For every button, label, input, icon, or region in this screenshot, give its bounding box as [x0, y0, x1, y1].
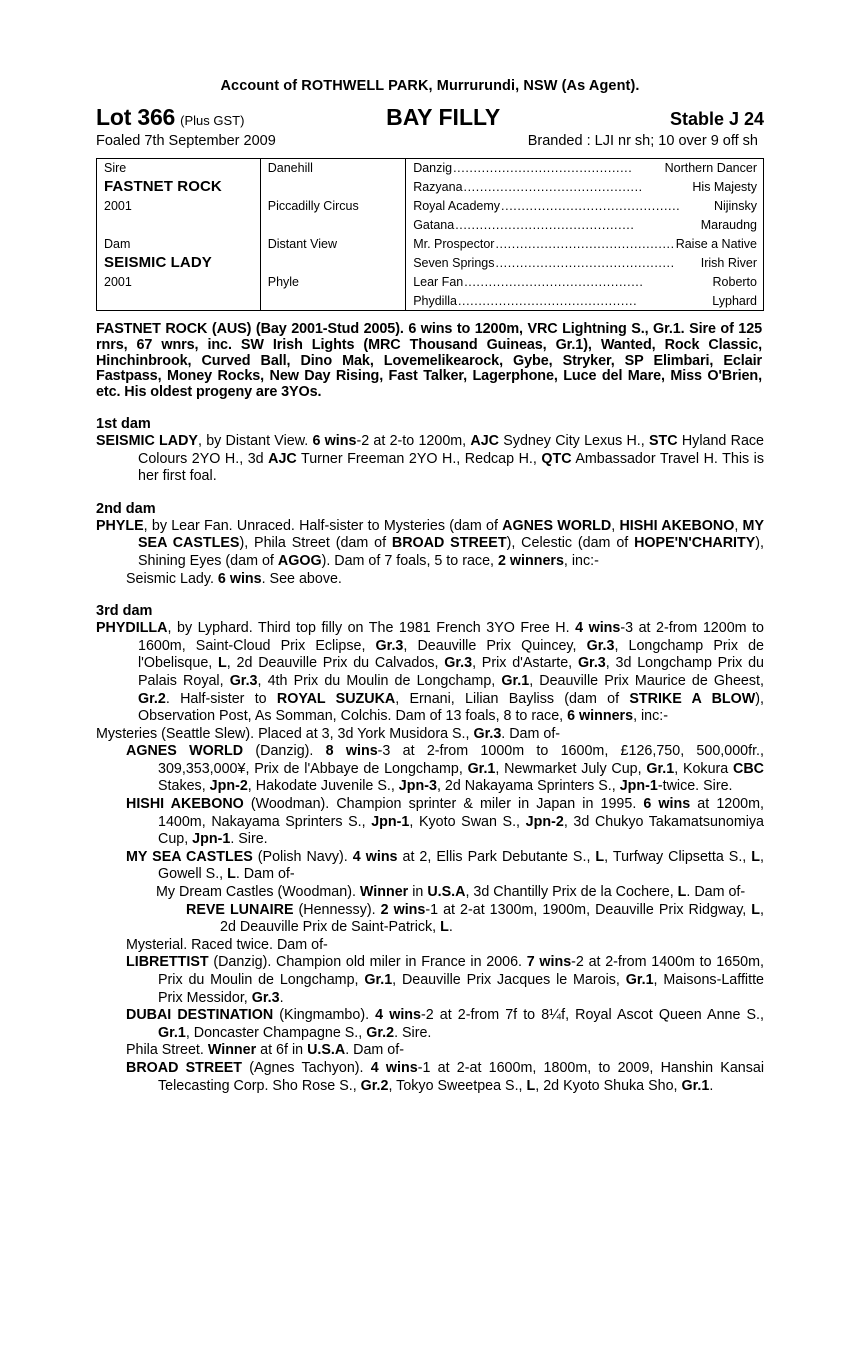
leader-dots: ............................................ — [453, 161, 633, 175]
dam-name: SEISMIC LADY — [104, 253, 212, 271]
pedigree-label — [97, 292, 261, 311]
pedigree-gen3-left: Gatana — [413, 217, 455, 232]
progeny-entry: HISHI AKEBONO (Woodman). Champion sprinter & miler in Japan in 1995. 6 wins at 1200m, 1400m, Nakayama Sprinters S., Jpn-1, Kyoto Swan S., Jpn-2, 3d Chukyo Takamatsunomiya Cup, Jpn-1. Sire. — [126, 796, 765, 848]
leader-dots: ............................................ — [464, 274, 644, 289]
horse-type: BAY FILLY — [386, 104, 501, 130]
first-dam-text: SEISMIC LADY, by Distant View. 6 wins-2 at 2-to 1200m, AJC Sydney City Lexus H., STC Hyland Race Colours 2YO H., 3d AJC Turner Freeman 2YO H., Redcap H., QTC Ambassador Travel H. This is her first foal. — [96, 432, 764, 485]
lot-number: Lot 366 — [96, 104, 176, 130]
progeny-entry: My Dream Castles (Woodman). Winner in U.S.A, 3d Chantilly Prix de la Cochere, L. Dam of- — [156, 884, 746, 901]
progeny-entry: Phila Street. Winner at 6f in U.S.A. Dam of- — [126, 1042, 404, 1059]
pedigree-gen2: Danehill — [260, 159, 405, 178]
leader-dots: ............................................ — [501, 198, 681, 213]
pedigree-gen3-left: Seven Springs — [413, 255, 495, 270]
second-dam-text: PHYLE, by Lear Fan. Unraced. Half-sister to Mysteries (dam of AGNES WORLD, HISHI AKEBONO, MY SEA CASTLES), Phila Street (dam of BROAD STREET), Celestic (dam of HOPE'N'CHARITY), Shining Eyes (dam of AGOG). Dam of 7 foals, 5 to race, 2 winners, inc:- — [96, 517, 765, 569]
pedigree-gen3-left: Phydilla — [413, 293, 457, 308]
subtitle-row — [96, 133, 764, 149]
first-dam-section — [96, 416, 764, 486]
pedigree-gen3 — [406, 216, 764, 235]
pedigree-gen3 — [406, 292, 764, 311]
pedigree-gen2: Piccadilly Circus — [260, 197, 405, 216]
progeny-entry: MY SEA CASTLES (Polish Navy). 4 wins at 2, Ellis Park Debutante S., L, Turfway Clipsetta S., L, Gowell S., L. Dam of- — [126, 848, 764, 883]
leader-dots: ............................................ — [495, 236, 675, 251]
pedigree-gen2 — [260, 216, 405, 235]
table-row — [97, 197, 764, 216]
section-heading: 1st dam — [96, 415, 151, 432]
pedigree-gen3-left: Danzig — [413, 161, 453, 175]
progeny-entry: BROAD STREET (Agnes Tachyon). 4 wins-1 at 2-at 1600m, 1800m, to 2009, Hanshin Kansai Telecasting Corp. Sho Rose S., Gr.2, Tokyo Sweetpea S., L, 2d Kyoto Shuka Sho, Gr.1. — [126, 1059, 764, 1094]
pedigree-gen2: Distant View — [260, 235, 405, 254]
pedigree-gen3 — [406, 178, 764, 197]
second-dam-section — [96, 501, 764, 588]
pedigree-gen3-right: His Majesty — [692, 179, 757, 194]
sire-year: 2001 — [104, 198, 132, 213]
pedigree-gen3 — [406, 235, 764, 254]
leader-dots: ............................................ — [463, 179, 643, 194]
table-row — [97, 216, 764, 235]
account-line: Account of ROTHWELL PARK, Murrurundi, NSW (As Agent). — [220, 78, 640, 94]
pedigree-gen3 — [406, 159, 764, 178]
leader-dots: ............................................ — [495, 255, 675, 270]
pedigree-gen3-left: Royal Academy — [413, 198, 501, 213]
pedigree-gen3-right: Nijinsky — [713, 198, 757, 213]
stable-label: Stable J 24 — [669, 109, 764, 129]
section-heading: 2nd dam — [96, 500, 156, 517]
pedigree-gen3-left: Lear Fan — [413, 274, 464, 289]
third-dam-text: PHYDILLA, by Lyphard. Third top filly on The 1981 French 3YO Free H. 4 wins-3 at 2-from 1200m to 1600m, Saint-Cloud Prix Eclipse, Gr.3, Deauville Prix Quincey, Gr.3, Longchamp Prix de l'Obelisque, L, 2d Deauville Prix du Calvados, Gr.3, Prix d'Astarte, Gr.3, 3d Longchamp Prix du Palais Royal, Gr.3, 4th Prix du Moulin de Longchamp, Gr.1, Deauville Prix Maurice de Gheest, Gr.2. Half-sister to ROYAL SUZUKA, Ernani, Lilian Bayliss (dam of STRIKE A BLOW), Observation Post, As Somman, Colchis. Dam of 13 foals, 8 to race, 6 winners, inc:- — [96, 620, 765, 725]
table-row — [97, 178, 764, 197]
pedigree-label: Sire — [104, 161, 127, 175]
pedigree-gen2 — [260, 292, 405, 311]
pedigree-gen3-right: Raise a Native — [675, 236, 757, 251]
pedigree-gen3 — [406, 197, 764, 216]
pedigree-gen3 — [406, 273, 764, 292]
dam-year: 2001 — [104, 274, 132, 289]
pedigree-gen3 — [406, 254, 764, 273]
pedigree-gen2: Phyle — [260, 273, 405, 292]
progeny-entry: Mysteries (Seattle Slew). Placed at 3, 3d York Musidora S., Gr.3. Dam of- — [96, 725, 561, 742]
pedigree-gen3-right: Maraudng — [700, 217, 757, 232]
table-row — [97, 254, 764, 273]
pedigree-gen3-left: Mr. Prospector — [413, 236, 495, 251]
table-row — [97, 159, 764, 178]
foaled-date: Foaled 7th September 2009 — [96, 133, 276, 149]
lot-title-bar — [96, 104, 764, 131]
progeny-entry: REVE LUNAIRE (Hennessy). 2 wins-1 at 2-at 1300m, 1900m, Deauville Prix Ridgway, L, 2d Deauville Prix de Saint-Patrick, L. — [186, 901, 765, 936]
plus-gst-note: (Plus GST) — [180, 113, 245, 128]
pedigree-gen2 — [260, 254, 405, 273]
leader-dots: ............................................ — [455, 217, 635, 232]
progeny-entry: AGNES WORLD (Danzig). 8 wins-3 at 2-from 1000m to 1600m, £126,750, 500,000fr., 309,353,000¥, Prix de l'Abbaye de Longchamp, Gr.1, Newmarket July Cup, Gr.1, Kokura CBC Stakes, Jpn-2, Hakodate Juvenile S., Jpn-3, 2d Nakayama Sprinters S., Jpn-1-twice. Sire. — [126, 743, 765, 795]
third-dam-section — [96, 603, 764, 1095]
table-row — [97, 235, 764, 254]
progeny-entry: Mysterial. Raced twice. Dam of- — [126, 936, 328, 953]
pedigree-table — [96, 158, 764, 311]
pedigree-gen3-right: Roberto — [712, 274, 757, 289]
pedigree-label: Dam — [104, 236, 131, 251]
branded-info: Branded : LJI nr sh; 10 over 9 off sh — [527, 133, 758, 149]
progeny-entry: LIBRETTIST (Danzig). Champion old miler in France in 2006. 7 wins-2 at 2-from 1400m to 1650m, Prix du Moulin de Longchamp, Gr.1, Deauville Prix Jacques le Marois, Gr.1, Maisons-Laffitte Prix Messidor, Gr.3. — [126, 954, 764, 1006]
sire-name: FASTNET ROCK — [104, 177, 222, 195]
pedigree-label — [97, 216, 261, 235]
lot-group — [96, 104, 244, 131]
pedigree-gen3-right: Irish River — [700, 255, 757, 270]
sire-summary-paragraph: FASTNET ROCK (AUS) (Bay 2001-Stud 2005). 6 wins to 1200m, VRC Lightning S., Gr.1. Sire of 125 rnrs, 67 wnrs, inc. SW Irish Lights (MRC Thousand Guineas, Gr.1), Wanted, Rock Classic, Hinchinbrook, Curved Ball, Dino Mak, Lovemelikearock, Gybe, Stryker, SP Elimbari, Eclair Fastpass, Money Rocks, New Day Rising, Fast Talker, Lagerphone, Luce del Mare, Miss O'Brien, etc. His oldest progeny are 3YOs. — [96, 321, 762, 401]
pedigree-gen2 — [260, 178, 405, 197]
leader-dots: ............................................ — [457, 293, 638, 308]
pedigree-gen3-right: Lyphard — [712, 293, 757, 308]
pedigree-gen3-left: Razyana — [413, 179, 463, 194]
second-dam-progeny: Seismic Lady. 6 wins. See above. — [126, 570, 342, 587]
table-row — [97, 292, 764, 311]
pedigree-gen3-right: Northern Dancer — [664, 161, 757, 175]
progeny-entry: DUBAI DESTINATION (Kingmambo). 4 wins-2 at 2-from 7f to 8¼f, Royal Ascot Queen Anne S., Gr.1, Doncaster Champagne S., Gr.2. Sire. — [126, 1007, 765, 1041]
table-row — [97, 273, 764, 292]
section-heading: 3rd dam — [96, 603, 153, 620]
